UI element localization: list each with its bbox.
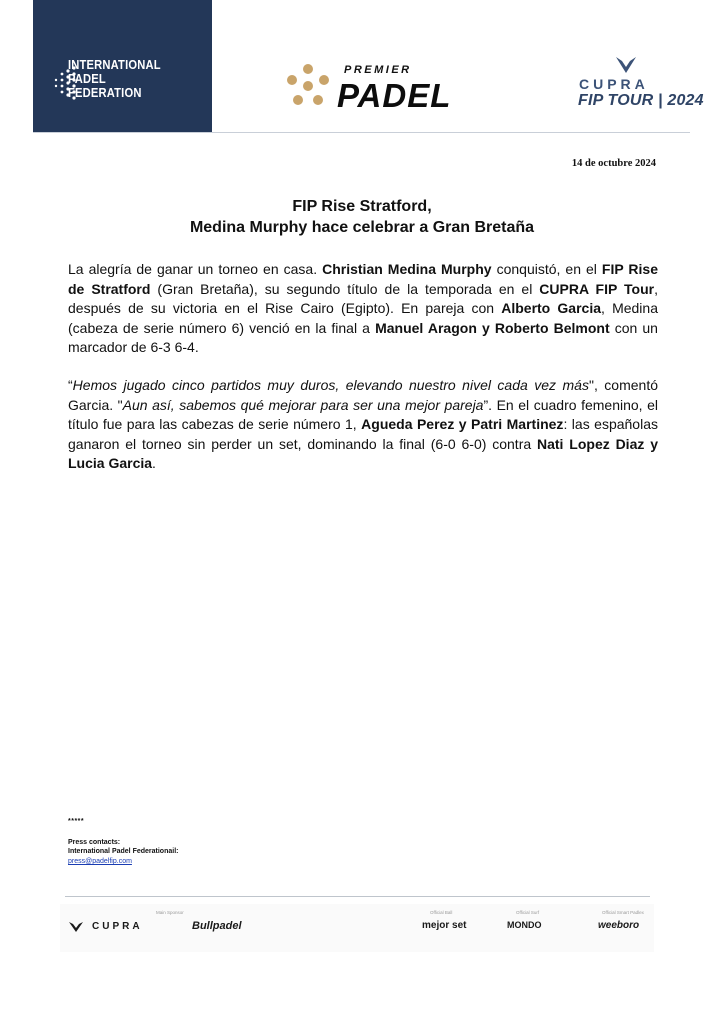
sponsor-caption-surf: Official Surf — [516, 910, 540, 915]
p2-segment: ", comentó Garcia. " — [68, 377, 658, 413]
press-email-link[interactable]: press@padelfip.com — [68, 858, 132, 865]
header-divider — [33, 132, 690, 133]
footer-divider — [65, 896, 650, 897]
sponsor-bullpadel: Bullpadel — [192, 920, 242, 932]
premier-label: PREMIER — [344, 64, 412, 76]
p1-segment: (Gran Bretaña), su segundo título de la temporada en el — [150, 280, 540, 297]
p1-segment: conquistó, en el — [491, 261, 602, 277]
p1-segment: FIP Rise de Stratford — [68, 261, 658, 297]
separator-stars: ***** — [68, 818, 85, 825]
press-contacts-label: Press contacts: — [68, 839, 121, 846]
sponsor-mondo: MONDO — [507, 920, 542, 930]
cupra-emblem-icon — [615, 56, 637, 74]
body-paragraph-1 — [68, 260, 658, 358]
sponsor-mejor-set: mejor set — [422, 920, 467, 931]
p2-segment: : las españolas ganaron el torneo sin perder un set, dominando la final (6-0 6-0) contra — [68, 416, 658, 452]
sponsor-caption-smart: Official Smart Padlex — [602, 910, 644, 915]
sponsor-caption-ball: Official Ball — [430, 910, 453, 915]
headline-line-1: FIP Rise Stratford, — [292, 198, 432, 215]
p1-segment: Christian Medina Murphy — [322, 261, 492, 277]
cupra-wordmark: CUPRA — [579, 76, 649, 92]
fip-name: INTERNATIONAL PADEL FEDERATION — [68, 57, 161, 100]
p2-segment: . — [152, 455, 156, 471]
press-date: 14 de octubre 2024 — [571, 158, 656, 169]
cupra-footer-emblem-icon — [68, 921, 84, 933]
p2-segment: Aun así, sabemos qué mejorar para ser una mejor pareja — [122, 396, 484, 413]
fip-tour-label: FIP TOUR | 2024 — [578, 92, 704, 109]
p1-segment: con un marcador de 6-3 6-4. — [68, 319, 658, 355]
p1-segment: CUPRA FIP Tour — [539, 280, 655, 297]
p1-segment: , después de su victoria en el Rise Cairo (Egipto). En pareja con — [68, 280, 658, 316]
sponsor-weeboro: weeboro — [598, 920, 640, 931]
p1-segment: , Medina (cabeza de serie número 6) venció en la final a — [68, 300, 658, 336]
sponsor-band — [60, 904, 654, 952]
press-contacts-org: International Padel Federationail: — [68, 848, 179, 855]
headline-line-2: Medina Murphy hace celebrar a Gran Bretaña — [189, 219, 535, 236]
p1-segment: La alegría de ganar un torneo en casa. — [68, 261, 323, 277]
p2-segment: Nati Lopez Diaz y Lucia Garcia — [68, 435, 658, 471]
sponsor-caption-main: Main Sponsor — [156, 910, 184, 915]
premier-padel-flower-icon — [285, 63, 331, 109]
p2-segment: ”. En el cuadro femenino, el título fue para las cabezas de serie número 1, — [68, 396, 659, 432]
padel-wordmark: PADEL — [337, 77, 452, 114]
p1-segment: Manuel Aragon y Roberto Belmont — [375, 319, 610, 336]
body-paragraph-2 — [68, 376, 658, 474]
p2-segment: Agueda Perez y Patri Martinez — [361, 416, 564, 432]
p2-segment: “ — [68, 377, 73, 393]
sponsor-cupra: CUPRA — [92, 921, 143, 932]
p2-segment: Hemos jugado cinco partidos muy duros, elevando nuestro nivel cada vez más — [72, 377, 589, 393]
p1-segment: Alberto Garcia — [501, 300, 601, 316]
